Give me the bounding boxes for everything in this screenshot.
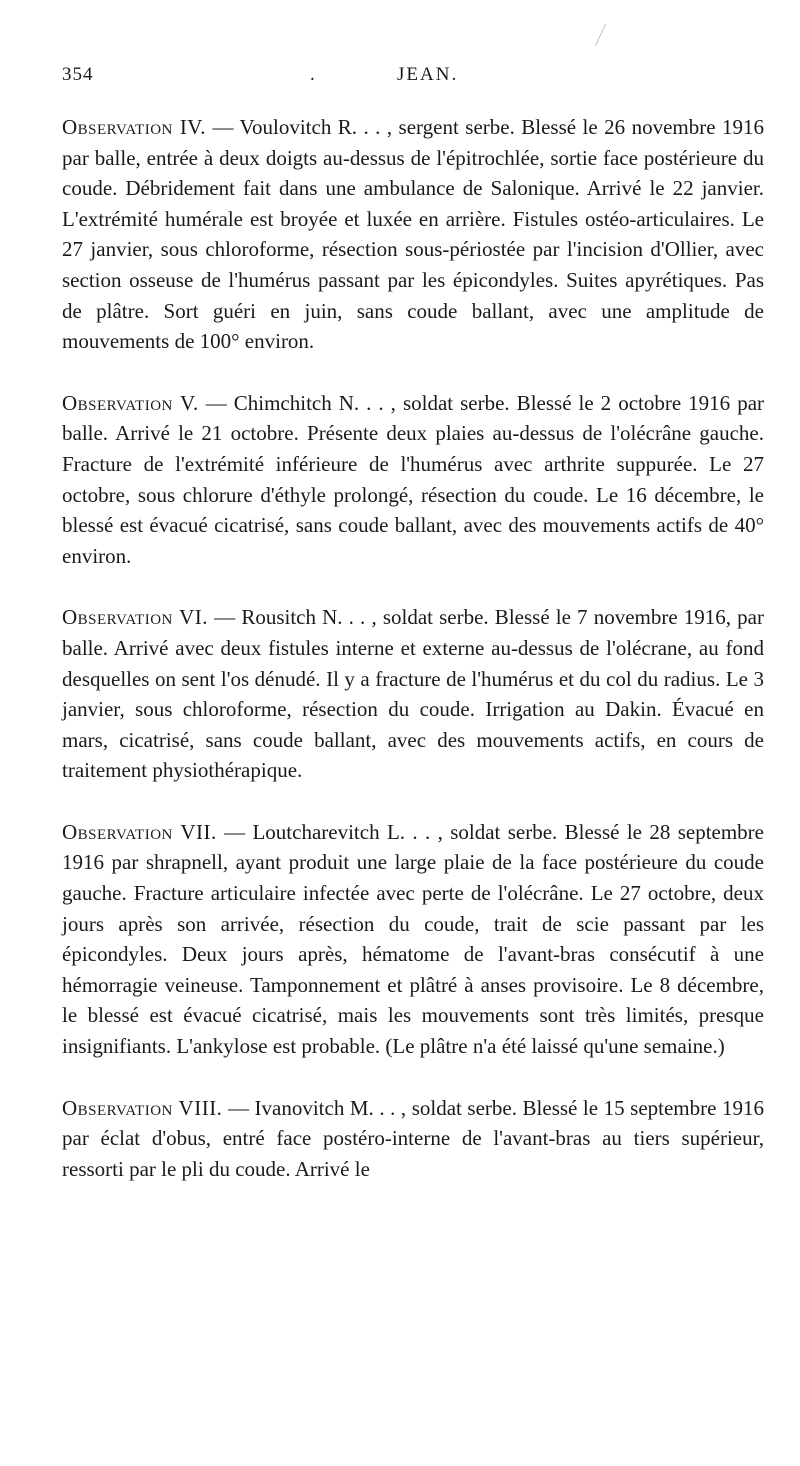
observation-vii — [62, 817, 764, 1062]
observation-text: — Ivanovitch M. . . , soldat serbe. Blessé le 15 septembre 1916 par éclat d'obus, entré face postéro-interne de l'avant-bras au tiers supérieur, ressorti par le pli du coude. Arrivé le — [62, 1095, 764, 1181]
stray-pen-mark — [595, 24, 620, 46]
observation-text: — Loutcharevitch L. . . , soldat serbe. Blessé le 28 septembre 1916 par shrapnell, ayant produit une large plaie de la face postérieure du coude gauche. Fracture articulaire infectée avec perte de l'olécrâne. Le 27 octobre, deux jours après son arrivée, résection du coude, trait de scie passant par les épicondyles. Deux jours après, hématome de l'avant-bras consécutif à une hémorragie veineuse. Tamponnement et plâtré à anses provisoire. Le 8 décembre, le blessé est évacué cicatrisé, mais les mouvements sont très limités, presque insignifiants. L'ankylose est probable. (Le plâtre n'a été laissé qu'une semaine.) — [62, 819, 764, 1059]
page-header — [62, 64, 762, 94]
observation-v — [62, 388, 764, 572]
observation-iv — [62, 112, 764, 357]
header-dot: . — [310, 64, 316, 85]
observation-label: Observation V. — [62, 390, 199, 415]
page-number: 354 — [62, 64, 94, 85]
observation-text: — Voulovitch R. . . , sergent serbe. Blessé le 26 novembre 1916 par balle, entrée à deux doigts au-dessus de l'épitrochlée, sortie face postérieure du coude. Débridement fait dans une ambulance de Salonique. Arrivé le 22 janvier. L'extrémité humérale est broyée et luxée en arrière. Fistules ostéo-articulaires. Le 27 janvier, sous chloroforme, résection sous-périostée par l'incision d'Ollier, avec section osseuse de l'humérus passant par les épicondyles. Suites apyrétiques. Pas de plâtre. Sort guéri en juin, sans coude ballant, avec une amplitude de mouvements de 100° environ. — [62, 115, 765, 354]
observation-text: — Rousitch N. . . , soldat serbe. Blessé le 7 novembre 1916, par balle. Arrivé avec deux fistules interne et externe au-dessus de l'olécrane, au fond desquelles on sent l'os dénudé. Il y a fracture de l'humérus et du col du radius. Le 3 janvier, sous chloroforme, résection du coude. Irrigation au Dakin. Évacué en mars, cicatrisé, sans coude ballant, avec des mouvements actifs, en cours de traitement physiothérapique. — [62, 605, 764, 783]
running-title: JEAN. — [397, 64, 459, 85]
observation-label: Observation VIII. — [62, 1095, 223, 1120]
observation-label: Observation VII. — [62, 819, 217, 844]
observation-text: — Chimchitch N. . . , soldat serbe. Blessé le 2 octobre 1916 par balle. Arrivé le 21 octobre. Présente deux plaies au-dessus de l'olécrâne gauche. Fracture de l'extrémité inférieure de l'humérus avec arthrite suppurée. Le 27 octobre, sous chlorure d'éthyle prolongé, résection du coude. Le 16 décembre, le blessé est évacué cicatrisé, sans coude ballant, avec des mouvements actifs de 40° environ. — [62, 390, 765, 568]
observation-label: Observation VI. — [62, 605, 209, 630]
observations-body — [62, 112, 764, 1215]
observation-label: Observation IV. — [62, 115, 207, 139]
observation-viii — [62, 1093, 764, 1185]
observation-vi — [62, 602, 764, 786]
